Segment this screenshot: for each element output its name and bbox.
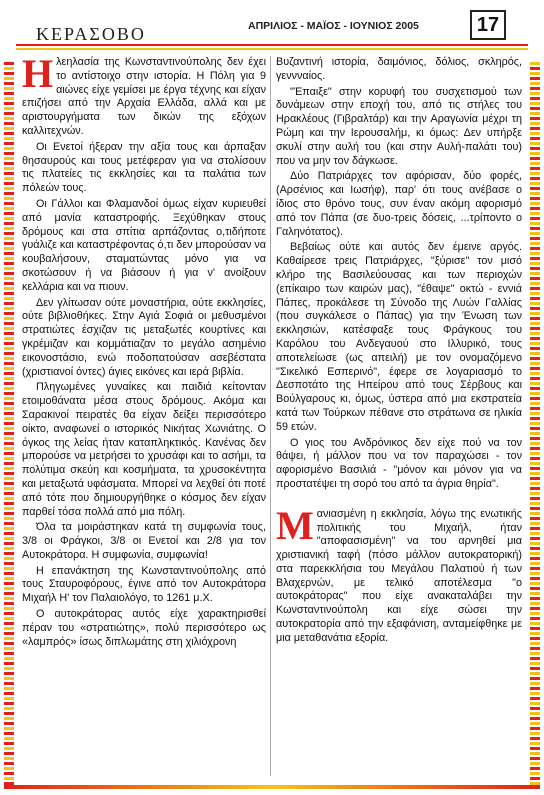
article-column-left (22, 51, 266, 651)
article-paragraph: Οι Γάλλοι και Φλαμανδοί όμως είχαν κυριευθεί από μανία καταστροφής. Ξεχύθηκαν στους δρόμους και στα σπίτια αρπάζοντας ο,τιδήποτε γυάλιζε και καταστρέφοντας ό,τι δεν μπορούσαν να κουβαλήσουν, σταματώντας μόνο για να σκοτώσουν ή να βιάσουν ή για ν' ανοίξουν κελλάρια και να πιουν. (22, 197, 266, 293)
issue-date: ΑΠΡΙΛΙΟΣ - ΜΑΪΟΣ - ΙΟΥΝΙΟΣ 2005 (248, 20, 419, 32)
magazine-brand: ΚΕΡΑΣΟΒΟ (36, 24, 146, 44)
article-column-right (276, 56, 522, 648)
right-decorative-stripes (530, 62, 540, 787)
page-number: 17 (470, 10, 506, 40)
page-header (16, 6, 528, 46)
left-decorative-stripes (4, 62, 14, 787)
article-paragraph: Όλα τα μοιράστηκαν κατά τη συμφωνία τους, 3/8 οι Φράγκοι, 3/8 οι Ενετοί και 2/8 για τον Αυτοκράτορα. Η συμφωνία, συμφωνία! (22, 521, 266, 561)
article-paragraph: Μανιασμένη η εκκλησία, λόγω της ενωτικής πολιτικής του Μιχαήλ, ήταν "αποφασισμένη" να του αρνηθεί μια χριστιανική ταφή (πόσο μάλλον αυτοκρατορική) στα παρεκκλήσια του Μεγάλου Παλατιού ή των Βλαχερνών, με τελικό αποτέλεσμα "ο αυτοκράτορας" που είχε ανακαταλάβει την Κωνσταντινούπολη και είχε σώσει την αυτοκρατορία από την εξαφάνιση, ανταμείφθηκε με μια μεταθανάτια εξορία. (276, 502, 522, 644)
article-paragraph: Ηλεηλασία της Κωνσταντινούπολης δεν έχει το αντίστοιχο στην ιστορία. Η Πόλη για 9 αιώνες είχε γεμίσει με έργα τέχνης και είχαν επιζήσει από την Αρχαία Ελλάδα, αλλά και με αριστουργήματα των δικών της εξόχων καλλιτεχνών. (22, 51, 266, 137)
article-paragraph: Ο αυτοκράτορας αυτός είχε χαρακτηρισθεί πέραν του «στρατιώτης», πολύ περισσότερο ως «λαμπρός» ίσως διπλωμάτης στη χιλιόχρονη (22, 608, 266, 648)
bottom-decorative-stripes (4, 785, 540, 789)
article-paragraph: "Έπαιξε" στην κορυφή του συσχετισμού των δυνάμεων στην εποχή του, από τις στήλες του Ηρακλέους (Γιβραλτάρ) και την Αραγωνία μέχρι τη Ρώμη και την Ιερουσαλήμ, κι όμως: Δεν υπήρξε σκυλί στην αυλή του (και στην Αυλή-παλάτι του) που να μην τον δάγκωσε. (276, 85, 522, 167)
drop-cap: Η (22, 51, 54, 96)
article-paragraph: Βεβαίως ούτε και αυτός δεν έμεινε αργός. Καθαίρεσε τρεις Πατριάρχες, "ξύρισε" τον μισό κλήρο της Βασιλεύουσας και των περιοχών (επίκαιρο των καιρών μας), "έθαψε" οκτώ - εννιά Πάπες, προκάλεσε τη Σύνοδο της Λυών Γαλλίας (που συγκάλεσε ο Πάπας) για την Ένωση των εκκλησιών, κατέσφαξε τους Φράγκους του Καρόλου του Ανδεγαυού στο Ιλλυρικό, τους αποτελείωσε (ως απειλή) με τον ονομαζόμενο "Σικελικό Εσπερινό", έφερε σε λογαριασμό το Δεσποτάτο της Ηπείρου από τους Σέρβους και Βούλγαρους κι, όμως, ύστερα από μια εκστρατεία κατά των Τούρκων πέθανε στο στράτωνα σε ηλικία 59 ετών. (276, 241, 522, 433)
article-paragraph: Δύο Πατριάρχες τον αφόρισαν, δύο φορές, (Αρσένιος και Ιωσήφ), παρ' ότι τους ανέβασε ο ίδιος στο θρόνο τους, συν έναν ακόμη αφορισμό από τον Πάπα (σε δυο-τρεις δόσεις, ...τρίποντο ο Γαληνότατος). (276, 170, 522, 238)
article-paragraph: Οι Ενετοί ήξεραν την αξία τους και άρπαξαν θησαυρούς και τους μετέφεραν για να στολίσουν τις πλατείες τις εκκλησίες και τα παλάτια των πόλεών τους. (22, 140, 266, 195)
article-paragraph: Η επανάκτηση της Κωνσταντινούπολης από τους Σταυροφόρους, έγινε από τον Αυτοκράτορα Μιχαήλ Η' τον Παλαιολόγο, το 1261 μ.Χ. (22, 564, 266, 605)
header-rule (16, 44, 528, 50)
article-paragraph: Δεν γλίτωσαν ούτε μοναστήρια, ούτε εκκλησίες, ούτε βιβλιοθήκες. Στην Αγιά Σοφιά οι μεθυσμένοι στρατιώτες έσχιζαν τις μεταξωτές κουρτίνες και γκρέμιζαν και κομμάτιαζαν το μεγάλο ασημένιο εικονοστάσιο, ενώ ποδοπατούσαν ασεβέστατα (χριστιανοί όντες) άγιες εικόνες και ιερά βιβλία. (22, 296, 266, 378)
column-divider (270, 56, 271, 776)
article-paragraph: Πληγωμένες γυναίκες και παιδιά κείτονταν ετοιμοθάνατα μέσα στους δρόμους. Ακόμα και Σαρακινοί πειρατές θα είχαν δείξει περισσότερο οίκτο, αναφωνεί ο ιστορικός Νικήτας Χωνιάτης. Ο όγκος της λείας ήταν καταπληκτικός. Κανένας δεν μπορούσε να μετρήσει το χρυσάφι και το ασήμι, τα πολύτιμα σκεύη και κοσμήματα, τα χρυσοκέντητα και μεταξωτά υφάσματα. Μπορεί να λεχθεί ότι ποτέ από τότε που δημιουργήθηκε ο κόσμος δεν είχαν παρθεί τόσα πολλά από μια πόλη. (22, 381, 266, 518)
article-paragraph: Ο γιος του Ανδρόνικος δεν είχε πού να τον θάψει, ή μάλλον που να τον παραχώσει - τον αφορισμένο Βασιλιά - "μόνον και μόνον για να προστατέψει τη σορό του από τα άγρια θηρία". (276, 436, 522, 490)
drop-cap: Μ (276, 502, 314, 548)
article-paragraph: Βυζαντινή ιστορία, δαιμόνιος, δόλιος, σκληρός, γεννναίος. (276, 56, 522, 82)
